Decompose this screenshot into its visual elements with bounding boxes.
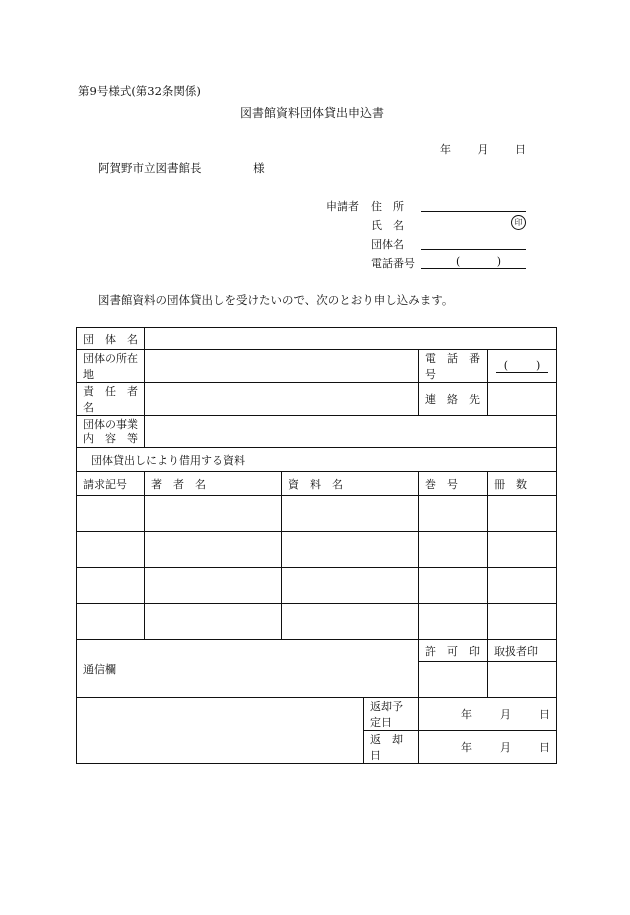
permit-seal-label: 許 可 印 [419, 640, 488, 662]
group-phone-label: 電 話 番 号 [419, 350, 488, 383]
applicant-name-label: 氏 名 [371, 219, 404, 232]
contact-field[interactable] [488, 383, 557, 416]
group-address-label: 団体の所在地 [77, 350, 145, 383]
materials-heading: 団体貸出しにより借用する資料 [77, 448, 557, 472]
group-address-field[interactable] [145, 350, 419, 383]
row4-call-number[interactable] [77, 604, 145, 640]
return-date-field[interactable]: 年 月 日 [419, 731, 557, 764]
return-date-label: 返 却 日 [364, 731, 419, 764]
application-table [76, 327, 557, 764]
applicant-group-line [421, 249, 526, 250]
applicant-label: 申請者 [326, 200, 359, 213]
row1-title[interactable] [282, 496, 419, 532]
table-row [77, 568, 557, 604]
applicant-phone-parens [456, 255, 501, 268]
handler-seal-field[interactable] [488, 662, 557, 698]
row2-volume[interactable] [419, 532, 488, 568]
table-row [77, 532, 557, 568]
date-year: 年 [440, 143, 451, 156]
table-paren-open: ( [503, 358, 509, 372]
col-volume: 巻 号 [419, 472, 488, 496]
row2-call-number[interactable] [77, 532, 145, 568]
business-label: 団体の事業 内 容 等 [77, 416, 145, 448]
group-phone-field[interactable] [488, 350, 557, 383]
seal-mark: 印 [511, 215, 526, 230]
row3-copies[interactable] [488, 568, 557, 604]
date-month: 月 [477, 143, 489, 156]
business-field[interactable] [145, 416, 557, 448]
handler-seal-label: 取扱者印 [488, 640, 557, 662]
table-row [77, 604, 557, 640]
col-copies: 冊 数 [488, 472, 557, 496]
date-day: 日 [515, 143, 526, 156]
row3-author[interactable] [145, 568, 282, 604]
due-date-field[interactable]: 年 月 日 [419, 698, 557, 731]
permit-seal-field[interactable] [419, 662, 488, 698]
contact-label: 連 絡 先 [419, 383, 488, 416]
form-number: 第9号様式(第32条関係) [78, 84, 201, 98]
phone-paren-open: ( [456, 255, 461, 268]
applicant-group-label: 団体名 [371, 238, 404, 251]
responsible-label: 責 任 者 名 [77, 383, 145, 416]
col-author: 著 者 名 [145, 472, 282, 496]
row1-volume[interactable] [419, 496, 488, 532]
row3-call-number[interactable] [77, 568, 145, 604]
table-row [77, 496, 557, 532]
applicant-phone-line [421, 268, 526, 269]
group-name-field[interactable] [145, 328, 557, 350]
responsible-field[interactable] [145, 383, 419, 416]
row2-author[interactable] [145, 532, 282, 568]
remarks-field-lower[interactable] [77, 698, 364, 764]
intro-text: 図書館資料の団体貸出しを受けたいので、次のとおり申し込みます。 [98, 293, 454, 307]
row4-title[interactable] [282, 604, 419, 640]
document-title: 図書館資料団体貸出申込書 [240, 106, 385, 120]
addressee [98, 160, 265, 176]
row1-author[interactable] [145, 496, 282, 532]
row1-copies[interactable] [488, 496, 557, 532]
row4-author[interactable] [145, 604, 282, 640]
row3-title[interactable] [282, 568, 419, 604]
row2-copies[interactable] [488, 532, 557, 568]
remarks-label: 通信欄 [83, 662, 116, 676]
group-name-label: 団 体 名 [77, 328, 145, 350]
remarks-field[interactable] [77, 640, 419, 698]
row4-copies[interactable] [488, 604, 557, 640]
addressee-name: 阿賀野市立図書館長 [98, 161, 202, 175]
row4-volume[interactable] [419, 604, 488, 640]
applicant-address-label: 住 所 [371, 200, 404, 213]
date-line [440, 141, 526, 157]
phone-paren-close: ) [496, 255, 501, 268]
row1-call-number[interactable] [77, 496, 145, 532]
table-paren-close: ) [536, 358, 541, 372]
applicant-address-line [421, 211, 526, 212]
due-date-label: 返却予定日 [364, 698, 419, 731]
col-call-number: 請求記号 [77, 472, 145, 496]
addressee-honorific: 様 [253, 161, 265, 175]
applicant-phone-label: 電話番号 [371, 257, 415, 270]
row3-volume[interactable] [419, 568, 488, 604]
row2-title[interactable] [282, 532, 419, 568]
col-title: 資 料 名 [282, 472, 419, 496]
